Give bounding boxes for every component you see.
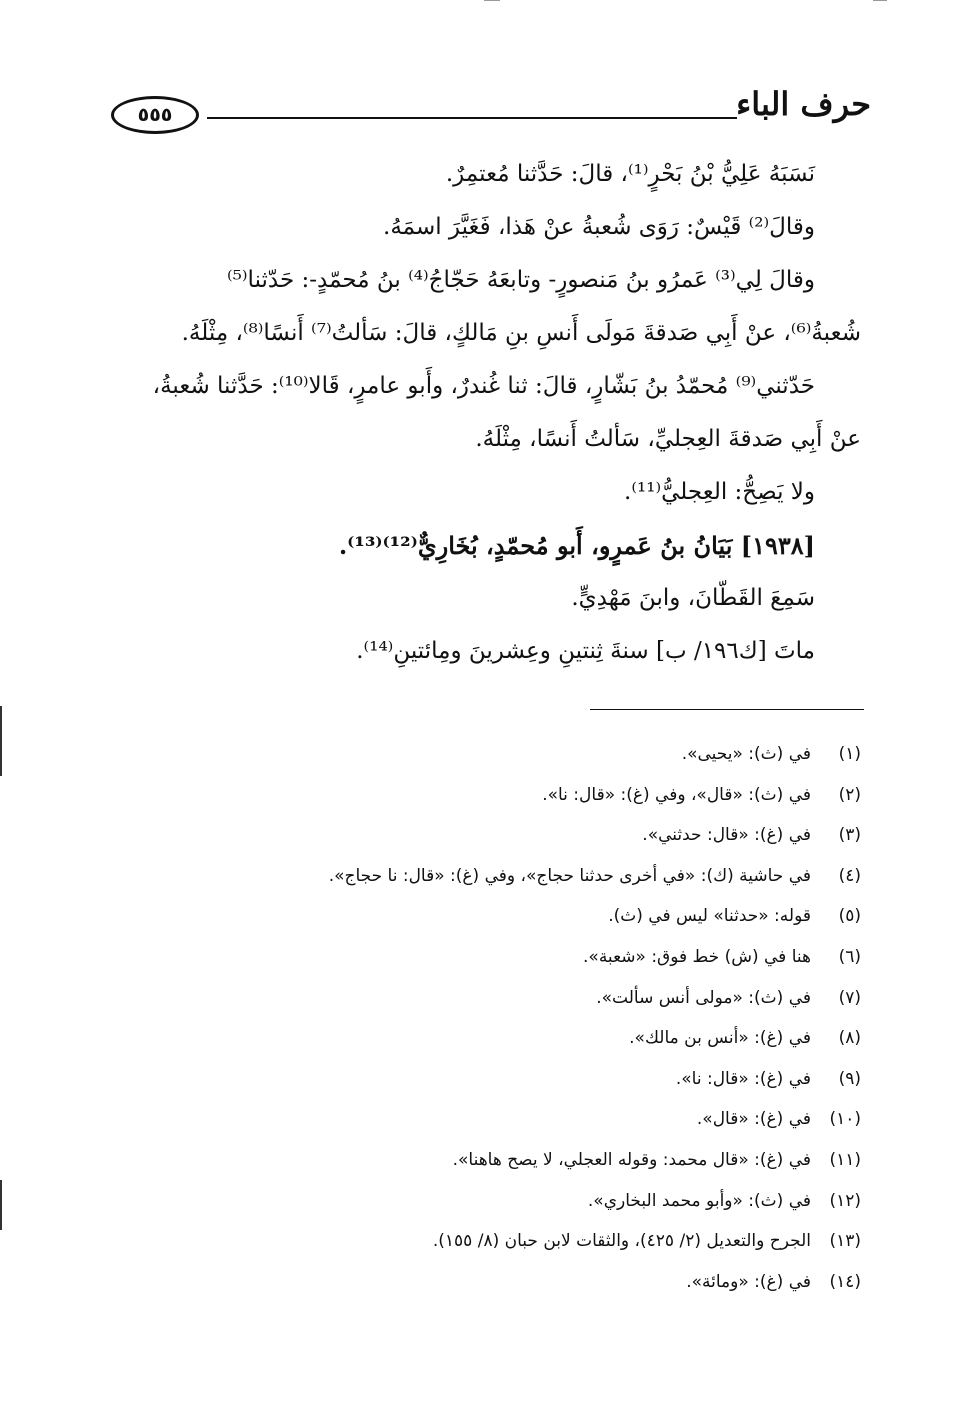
running-title: حرف الباء — [736, 85, 871, 123]
footnote-number: (١٠) — [829, 1109, 861, 1130]
footnote-number: (١٣) — [829, 1231, 861, 1252]
footnote-text: في (ث): «مولى أنس سألت». — [596, 987, 811, 1008]
footnote — [81, 1262, 861, 1303]
footnotes — [81, 734, 861, 1302]
text-line: ولا يَصِحُّ: العِجليُّ⁽¹¹⁾. — [624, 479, 815, 505]
footnote-text: قوله: «حدثنا» ليس في (ث). — [608, 906, 811, 927]
footnote — [81, 1181, 861, 1222]
footnote-number: (٣) — [838, 825, 861, 846]
footnote-number: (١٢) — [829, 1190, 861, 1211]
footnote-text: الجرح والتعديل (٢/ ٤٢٥)، والثقات لابن حبان (٨/ ١٥٥). — [432, 1231, 811, 1252]
footnote — [81, 896, 861, 937]
footnote — [81, 1221, 861, 1262]
footnote — [81, 1099, 861, 1140]
footnote-number: (٢) — [838, 784, 861, 805]
footnote-number: (١٤) — [829, 1271, 861, 1292]
footnote-number: (١١) — [829, 1149, 861, 1170]
footnote-text: في (غ): «قال محمد: وقوله العجلي، لا يصح هاهنا». — [452, 1149, 811, 1170]
footnote-number: (١) — [838, 744, 861, 764]
footnote-text: في (ث): «يحيى». — [681, 744, 811, 764]
main-text — [111, 148, 861, 678]
scan-mark — [873, 0, 887, 1]
footnote — [81, 856, 861, 897]
footnote — [81, 734, 861, 775]
footnote — [81, 1140, 861, 1181]
footnote-text: هنا في (ش) خط فوق: «شعبة». — [583, 946, 811, 967]
footnote-text: في حاشية (ك): «في أخرى حدثنا حجاج»، وفي (غ): «قال: نا حجاج». — [328, 865, 811, 886]
footnote-number: (٨) — [838, 1028, 861, 1049]
footnote-number: (٥) — [838, 906, 861, 927]
text-line: نَسَبَهُ عَلِيُّ بْنُ بَحْرٍ⁽¹⁾، قالَ: حَدَّثنا مُعتمِرٌ. — [445, 161, 815, 187]
footnote-text: في (غ): «قال». — [696, 1109, 811, 1130]
footnote — [81, 937, 861, 978]
footnote — [81, 815, 861, 856]
footnote-text: في (غ): «قال: حدثني». — [642, 825, 811, 846]
footnote-text: في (ث): «وأبو محمد البخاري». — [587, 1190, 811, 1211]
footnote-separator — [590, 709, 864, 710]
scan-mark — [484, 0, 500, 1]
text-line: شُعبةُ⁽⁶⁾، عنْ أَبِي صَدقةَ مَولَى أَنسِ بنِ مَالكٍ، قالَ: سَألتُ⁽⁷⁾ أَنسًا⁽⁸⁾، مِثْلَهُ. — [181, 320, 861, 346]
text-line: وقالَ⁽²⁾ قَيْسٌ: رَوَى شُعبةُ عنْ هَذا، فَغَيَّرَ اسمَهُ. — [383, 214, 815, 240]
page-number: ٥٥٥ — [137, 104, 173, 126]
footnote-text: في (غ): «قال: نا». — [675, 1068, 811, 1089]
scan-edge-mark — [0, 706, 2, 776]
scan-edge-mark — [0, 1180, 2, 1230]
text-line: ماتَ [ك١٩٦/ ب] سنةَ ثِنتينِ وعِشرينَ ومِائتينِ⁽¹⁴⁾. — [356, 638, 815, 664]
footnote-number: (٩) — [838, 1068, 861, 1089]
text-line: وقالَ لِي⁽³⁾ عَمرُو بنُ مَنصورٍ- وتابعَهُ حَجّاجُ⁽⁴⁾ بنُ مُحمّدٍ-: حَدّثنا⁽⁵⁾ — [227, 267, 815, 293]
footnote-number: (٤) — [838, 865, 861, 886]
header-rule — [207, 117, 737, 119]
footnote — [81, 1018, 861, 1059]
text-line: حَدّثني⁽⁹⁾ مُحمّدُ بنُ بَشّارٍ، قالَ: ثنا غُندرٌ، وأَبو عامرٍ، قَالا⁽¹⁰⁾: حَدَّثنا شُعبةُ، — [152, 373, 815, 399]
footnote-text: في (غ): «ومائة». — [686, 1271, 811, 1292]
footnote-text: في (غ): «أنس بن مالك». — [629, 1028, 811, 1049]
text-line: عنْ أَبِي صَدقةَ العِجليِّ، سَألتُ أَنسًا، مِثْلَهُ. — [475, 426, 861, 452]
footnote — [81, 1059, 861, 1100]
entry-heading: [١٩٣٨] بَيَانُ بنُ عَمرٍو، أَبو مُحمّدٍ، بُخَارِيٌّ⁽¹²⁾⁽¹³⁾. — [338, 531, 815, 560]
footnote-number: (٧) — [838, 987, 861, 1008]
footnote-text: في (ث): «قال»، وفي (غ): «قال: نا». — [542, 784, 811, 805]
footnote — [81, 775, 861, 816]
text-line: سَمِعَ القَطّانَ، وابنَ مَهْدِيٍّ. — [571, 585, 815, 611]
footnote — [81, 978, 861, 1019]
footnote-number: (٦) — [838, 946, 861, 967]
